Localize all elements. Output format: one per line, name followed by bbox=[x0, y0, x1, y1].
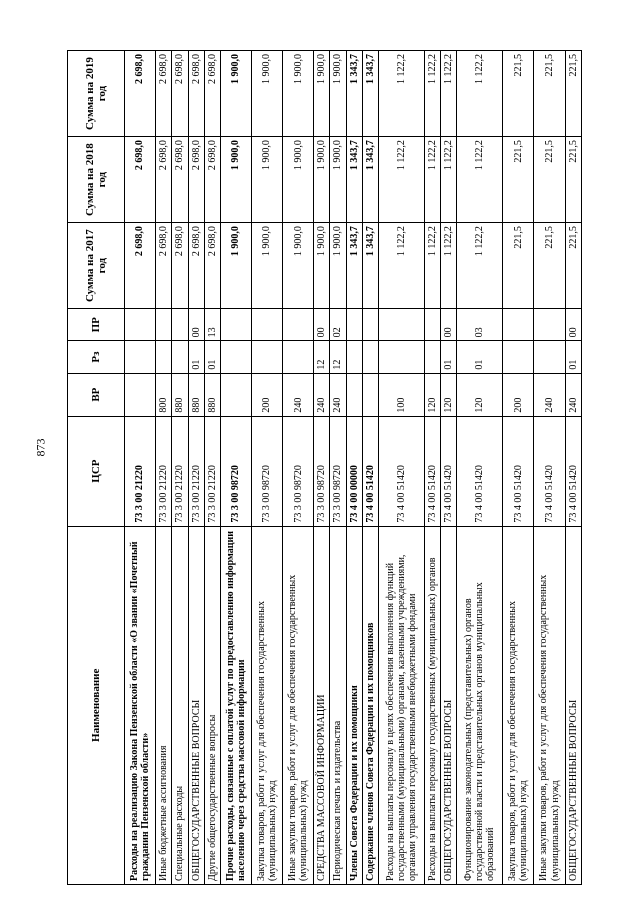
cell-sum-2017: 1 122,2 bbox=[457, 223, 503, 309]
cell-sum-2018: 1 900,0 bbox=[252, 137, 283, 223]
cell-sum-2017: 1 900,0 bbox=[314, 223, 330, 309]
cell-csr: 73 4 00 51420 bbox=[362, 416, 378, 526]
cell-vr: 240 bbox=[314, 373, 330, 416]
cell-rz bbox=[283, 341, 314, 373]
cell-name: Расходы на выплаты персоналу в целях обеспечения выполнения функций государственными (муниципальными) органами, казенными учреждениями, органами управления государственными внебюджетными фондами bbox=[379, 526, 425, 884]
cell-csr: 73 3 00 98720 bbox=[220, 416, 251, 526]
cell-vr: 240 bbox=[565, 373, 581, 416]
cell-pr: 13 bbox=[204, 309, 220, 341]
cell-sum-2018: 1 900,0 bbox=[314, 137, 330, 223]
cell-vr: 100 bbox=[379, 373, 425, 416]
cell-csr: 73 3 00 21220 bbox=[172, 416, 188, 526]
cell-name: Иные закупки товаров, работ и услуг для обеспечения государственных (муниципальных) нужд bbox=[283, 526, 314, 884]
cell-csr: 73 4 00 51420 bbox=[457, 416, 503, 526]
cell-sum-2019: 2 698,0 bbox=[156, 51, 172, 137]
cell-pr bbox=[252, 309, 283, 341]
cell-pr bbox=[283, 309, 314, 341]
cell-sum-2019: 1 343,7 bbox=[362, 51, 378, 137]
cell-vr: 120 bbox=[441, 373, 457, 416]
cell-name: Расходы на реализацию Закона Пензенской области «О звании «Почетный гражданин Пензенской области» bbox=[125, 526, 156, 884]
table-row bbox=[503, 51, 534, 885]
table-row bbox=[346, 51, 362, 885]
cell-sum-2018: 221,5 bbox=[565, 137, 581, 223]
cell-sum-2019: 1 900,0 bbox=[330, 51, 346, 137]
cell-pr: 00 bbox=[565, 309, 581, 341]
cell-sum-2017: 221,5 bbox=[534, 223, 565, 309]
cell-pr: 00 bbox=[314, 309, 330, 341]
cell-sum-2019: 1 122,2 bbox=[424, 51, 440, 137]
cell-sum-2019: 1 900,0 bbox=[252, 51, 283, 137]
cell-rz bbox=[534, 341, 565, 373]
cell-sum-2019: 1 900,0 bbox=[220, 51, 251, 137]
cell-vr: 120 bbox=[457, 373, 503, 416]
cell-vr: 120 bbox=[424, 373, 440, 416]
cell-csr: 73 4 00 51420 bbox=[379, 416, 425, 526]
cell-csr: 73 3 00 21220 bbox=[156, 416, 172, 526]
cell-sum-2019: 1 900,0 bbox=[283, 51, 314, 137]
cell-rz: 01 bbox=[441, 341, 457, 373]
cell-name: ОБЩЕГОСУДАРСТВЕННЫЕ ВОПРОСЫ bbox=[188, 526, 204, 884]
cell-sum-2018: 2 698,0 bbox=[125, 137, 156, 223]
table-row bbox=[379, 51, 425, 885]
cell-sum-2017: 1 900,0 bbox=[252, 223, 283, 309]
cell-sum-2019: 1 122,2 bbox=[379, 51, 425, 137]
table-row bbox=[441, 51, 457, 885]
table-row bbox=[125, 51, 156, 885]
table-row bbox=[204, 51, 220, 885]
cell-name: Иные закупки товаров, работ и услуг для обеспечения государственных (муниципальных) нужд bbox=[534, 526, 565, 884]
table-body bbox=[125, 51, 582, 885]
header-rz: Рз bbox=[68, 341, 125, 373]
cell-name: ОБЩЕГОСУДАРСТВЕННЫЕ ВОПРОСЫ bbox=[565, 526, 581, 884]
cell-rz bbox=[252, 341, 283, 373]
cell-name: Другие общегосударственные вопросы bbox=[204, 526, 220, 884]
table-row bbox=[220, 51, 251, 885]
cell-csr: 73 4 00 51420 bbox=[534, 416, 565, 526]
table-viewport bbox=[67, 50, 582, 885]
cell-sum-2018: 2 698,0 bbox=[172, 137, 188, 223]
cell-pr: 00 bbox=[441, 309, 457, 341]
cell-sum-2017: 1 122,2 bbox=[379, 223, 425, 309]
cell-sum-2019: 1 900,0 bbox=[314, 51, 330, 137]
cell-csr: 73 3 00 98720 bbox=[252, 416, 283, 526]
cell-sum-2018: 1 122,2 bbox=[424, 137, 440, 223]
cell-pr bbox=[424, 309, 440, 341]
cell-name: Функционирование законодательных (представительных) органов государственной власти и представительных органов муниципальных образований bbox=[457, 526, 503, 884]
cell-vr: 200 bbox=[252, 373, 283, 416]
table-row bbox=[314, 51, 330, 885]
table-row bbox=[362, 51, 378, 885]
cell-sum-2017: 1 122,2 bbox=[424, 223, 440, 309]
cell-sum-2018: 1 900,0 bbox=[283, 137, 314, 223]
cell-sum-2018: 1 343,7 bbox=[346, 137, 362, 223]
cell-rz bbox=[379, 341, 425, 373]
cell-rz bbox=[503, 341, 534, 373]
cell-vr: 880 bbox=[204, 373, 220, 416]
cell-pr bbox=[346, 309, 362, 341]
cell-sum-2017: 2 698,0 bbox=[172, 223, 188, 309]
cell-sum-2019: 221,5 bbox=[565, 51, 581, 137]
table-row bbox=[457, 51, 503, 885]
cell-vr bbox=[362, 373, 378, 416]
cell-rz: 12 bbox=[314, 341, 330, 373]
cell-vr: 880 bbox=[188, 373, 204, 416]
cell-sum-2018: 1 343,7 bbox=[362, 137, 378, 223]
cell-name: Иные бюджетные ассигнования bbox=[156, 526, 172, 884]
cell-name: Расходы на выплаты персоналу государственных (муниципальных) органов bbox=[424, 526, 440, 884]
cell-sum-2017: 2 698,0 bbox=[188, 223, 204, 309]
cell-pr bbox=[220, 309, 251, 341]
cell-sum-2017: 1 900,0 bbox=[330, 223, 346, 309]
cell-vr: 800 bbox=[156, 373, 172, 416]
cell-sum-2018: 2 698,0 bbox=[156, 137, 172, 223]
cell-csr: 73 3 00 98720 bbox=[283, 416, 314, 526]
cell-sum-2017: 1 122,2 bbox=[441, 223, 457, 309]
budget-table bbox=[67, 50, 582, 885]
cell-vr: 880 bbox=[172, 373, 188, 416]
page-number: 873 bbox=[33, 438, 48, 457]
cell-sum-2017: 2 698,0 bbox=[125, 223, 156, 309]
cell-vr bbox=[346, 373, 362, 416]
cell-csr: 73 4 00 51420 bbox=[503, 416, 534, 526]
cell-sum-2017: 2 698,0 bbox=[204, 223, 220, 309]
cell-sum-2019: 221,5 bbox=[503, 51, 534, 137]
cell-vr bbox=[125, 373, 156, 416]
cell-name: Закупка товаров, работ и услуг для обеспечения государственных (муниципальных) нужд bbox=[503, 526, 534, 884]
cell-sum-2018: 1 900,0 bbox=[330, 137, 346, 223]
cell-sum-2019: 1 343,7 bbox=[346, 51, 362, 137]
cell-name: Специальные расходы bbox=[172, 526, 188, 884]
cell-sum-2017: 221,5 bbox=[503, 223, 534, 309]
table-row bbox=[252, 51, 283, 885]
cell-rz: 01 bbox=[188, 341, 204, 373]
cell-vr: 200 bbox=[503, 373, 534, 416]
header-2018: Сумма на 2018 год bbox=[68, 137, 125, 223]
cell-rz bbox=[424, 341, 440, 373]
cell-sum-2019: 1 122,2 bbox=[441, 51, 457, 137]
table-row bbox=[172, 51, 188, 885]
cell-rz: 01 bbox=[457, 341, 503, 373]
cell-name: Прочие расходы, связанные с оплатой услуг по предоставлению информации населению через средства массовой информации bbox=[220, 526, 251, 884]
cell-name: СРЕДСТВА МАССОВОЙ ИНФОРМАЦИИ bbox=[314, 526, 330, 884]
table-row bbox=[283, 51, 314, 885]
header-csr: ЦСР bbox=[68, 416, 125, 526]
cell-csr: 73 4 00 51420 bbox=[565, 416, 581, 526]
cell-sum-2018: 1 122,2 bbox=[441, 137, 457, 223]
cell-name: ОБЩЕГОСУДАРСТВЕННЫЕ ВОПРОСЫ bbox=[441, 526, 457, 884]
header-name: Наименование bbox=[68, 526, 125, 884]
table-row bbox=[330, 51, 346, 885]
cell-sum-2019: 2 698,0 bbox=[204, 51, 220, 137]
table-row bbox=[156, 51, 172, 885]
table-row bbox=[424, 51, 440, 885]
cell-pr bbox=[125, 309, 156, 341]
cell-vr: 240 bbox=[283, 373, 314, 416]
cell-pr: 02 bbox=[330, 309, 346, 341]
cell-csr: 73 4 00 00000 bbox=[346, 416, 362, 526]
header-vr: ВР bbox=[68, 373, 125, 416]
cell-sum-2017: 1 900,0 bbox=[220, 223, 251, 309]
cell-sum-2018: 1 122,2 bbox=[457, 137, 503, 223]
table-row bbox=[565, 51, 581, 885]
cell-csr: 73 4 00 51420 bbox=[441, 416, 457, 526]
header-2019: Сумма на 2019 год bbox=[68, 51, 125, 137]
cell-csr: 73 3 00 21220 bbox=[188, 416, 204, 526]
cell-sum-2019: 221,5 bbox=[534, 51, 565, 137]
cell-sum-2018: 1 900,0 bbox=[220, 137, 251, 223]
cell-sum-2017: 1 900,0 bbox=[283, 223, 314, 309]
cell-rz: 12 bbox=[330, 341, 346, 373]
cell-rz bbox=[125, 341, 156, 373]
cell-sum-2019: 1 122,2 bbox=[457, 51, 503, 137]
cell-vr: 240 bbox=[330, 373, 346, 416]
cell-csr: 73 3 00 98720 bbox=[314, 416, 330, 526]
table-row bbox=[534, 51, 565, 885]
cell-sum-2017: 1 343,7 bbox=[346, 223, 362, 309]
cell-sum-2018: 2 698,0 bbox=[204, 137, 220, 223]
cell-name: Члены Совета Федерации и их помощники bbox=[346, 526, 362, 884]
cell-csr: 73 3 00 98720 bbox=[330, 416, 346, 526]
cell-pr bbox=[172, 309, 188, 341]
cell-name: Периодическая печать и издательства bbox=[330, 526, 346, 884]
cell-sum-2019: 2 698,0 bbox=[125, 51, 156, 137]
cell-rz bbox=[220, 341, 251, 373]
cell-sum-2017: 1 343,7 bbox=[362, 223, 378, 309]
cell-name: Закупка товаров, работ и услуг для обеспечения государственных (муниципальных) нужд bbox=[252, 526, 283, 884]
cell-sum-2019: 2 698,0 bbox=[188, 51, 204, 137]
table-row bbox=[188, 51, 204, 885]
cell-sum-2018: 221,5 bbox=[503, 137, 534, 223]
cell-pr: 00 bbox=[188, 309, 204, 341]
cell-sum-2019: 2 698,0 bbox=[172, 51, 188, 137]
cell-pr bbox=[379, 309, 425, 341]
cell-rz bbox=[362, 341, 378, 373]
cell-sum-2018: 1 122,2 bbox=[379, 137, 425, 223]
cell-csr: 73 3 00 21220 bbox=[204, 416, 220, 526]
rotated-page bbox=[67, 50, 582, 885]
cell-sum-2018: 221,5 bbox=[534, 137, 565, 223]
cell-pr bbox=[534, 309, 565, 341]
cell-pr bbox=[362, 309, 378, 341]
cell-rz bbox=[156, 341, 172, 373]
cell-pr: 03 bbox=[457, 309, 503, 341]
cell-rz: 01 bbox=[204, 341, 220, 373]
cell-vr bbox=[220, 373, 251, 416]
cell-pr bbox=[156, 309, 172, 341]
cell-rz bbox=[172, 341, 188, 373]
header-pr: ПР bbox=[68, 309, 125, 341]
table-header-row bbox=[68, 51, 125, 885]
cell-rz bbox=[346, 341, 362, 373]
cell-vr: 240 bbox=[534, 373, 565, 416]
cell-rz: 01 bbox=[565, 341, 581, 373]
cell-name: Содержание членов Совета Федерации и их помощников bbox=[362, 526, 378, 884]
cell-sum-2017: 2 698,0 bbox=[156, 223, 172, 309]
header-2017: Сумма на 2017 год bbox=[68, 223, 125, 309]
cell-sum-2017: 221,5 bbox=[565, 223, 581, 309]
cell-csr: 73 3 00 21220 bbox=[125, 416, 156, 526]
cell-csr: 73 4 00 51420 bbox=[424, 416, 440, 526]
cell-sum-2018: 2 698,0 bbox=[188, 137, 204, 223]
cell-pr bbox=[503, 309, 534, 341]
